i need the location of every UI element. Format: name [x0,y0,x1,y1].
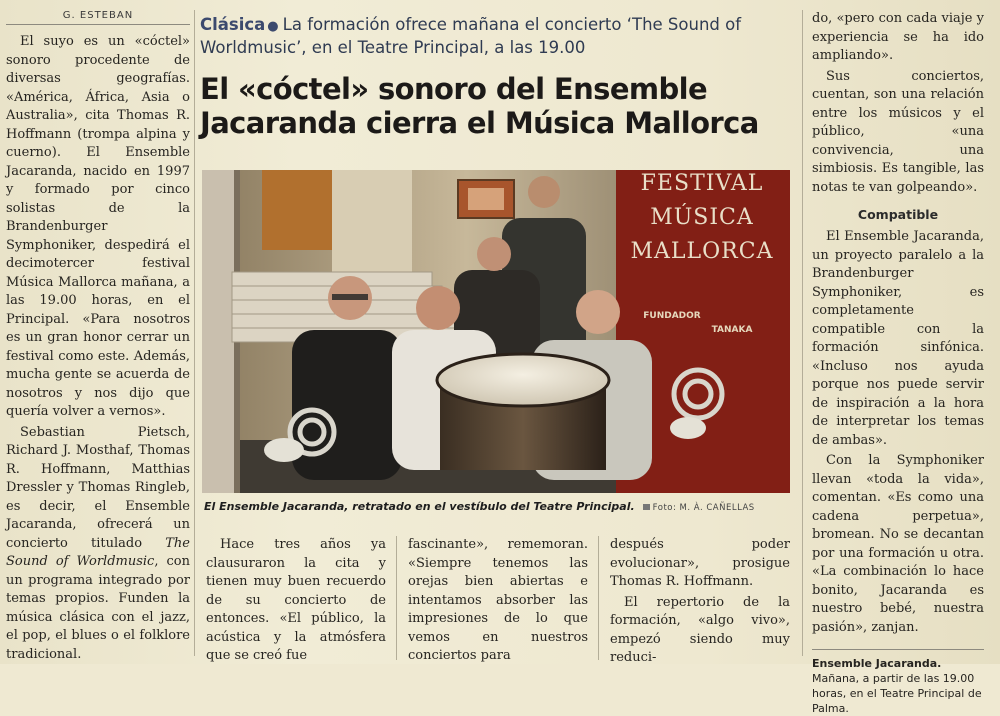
headline-line: Jacaranda cierra el Música Mallorca [200,106,759,140]
photo-credit: Foto: M. À. CAÑELLAS [652,503,755,513]
paragraph-text: Sebastian Pietsch, Richard J. Mosthaf, Thomas R. Hoffmann, Matthias Dressler y Thomas Ringleb, es decir, el Ensemble Jacaranda, ofrecerá un concierto titulado [6,424,190,551]
article-photo [202,170,790,493]
camera-icon [643,504,650,510]
caption-text: El Ensemble Jacaranda, retratado en el vestíbulo del Teatre Principal. [204,500,635,513]
kicker-text: La formación ofrece mañana el concierto ‘The Sound of Worldmusic’, en el Teatre Principal, a las 19.00 [200,15,742,57]
infobox-title: Ensemble Jacaranda. [812,657,942,670]
kicker [200,14,796,58]
bullet-icon: ● [267,19,279,34]
banner-text: MALLORCA [630,239,774,264]
right-column [812,10,984,716]
paragraph: El repertorio de la formación, «algo vivo», empezó siendo muy reduci- [610,594,790,665]
event-infobox [812,649,984,716]
banner-text: MÚSICA [650,205,754,230]
photo-illustration [202,170,790,493]
banner-small-text: FUNDADOR [643,311,701,321]
paragraph: Con la Symphoniker llevan «toda la vida», comentan. «Es como una cadena perpetua», bromean. No se decantan por una formación u otra. «La combinación lo hace bonito, Jacaranda es nuestro bebé, nuestra pasión», zanjan. [812,453,984,635]
paragraph: do, «pero con cada viaje y experiencia se ha ido ampliando». [812,11,984,63]
section-label: Clásica [200,15,266,34]
article-header [200,14,796,140]
left-column [6,10,190,664]
subheading: Compatible [857,207,939,222]
paragraph: El Ensemble Jacaranda, un proyecto paralelo a la Brandenburger Symphoniker, es completamente compatible con la formación sinfónica. «Incluso nos ayuda porque nos puede servir de inspiración a la hora de interpretar los temas de ambas». [812,229,984,448]
body-column [610,536,790,668]
banner-text: FESTIVAL [640,171,764,196]
column-rule [194,10,195,656]
byline: G. ESTEBAN [6,10,190,25]
body-column [408,536,588,666]
photo-caption [204,500,794,515]
column-rule [802,10,803,656]
headline-line: El «cóctel» sonoro del Ensemble [200,72,708,106]
column-rule [396,536,397,660]
paragraph: El suyo es un «cóctel» sonoro procedente de diversas geografías. «América, África, Asia o Australia», cita Thomas R. Hoffmann (trompa alpina y cuerno). El Ensemble Jacaranda, nacido en 1997 y formado por cinco solistas de la Brandenburger Symphoniker, despedirá el decimotercer festival Música Mallorca mañana, a las 19.00 horas, en el Principal. «Para nosotros es un gran honor cerrar un festival como este. Además, mucha gente se acuerda de nosotros y nos dijo que quería volver a vernos». [6,34,190,419]
banner-small-text: TANAKA [711,325,753,335]
infobox-text: Mañana, a partir de las 19.00 horas, en el Teatre Principal de Palma. [812,672,982,715]
paragraph: fascinante», rememoran. «Siempre tenemos las orejas bien abiertas e intentamos absorber las impresiones de lo que vemos en nuestros conciertos para [408,537,588,663]
column-rule [598,536,599,660]
paragraph [6,424,190,665]
paragraph: después poder evolucionar», prosigue Thomas R. Hoffmann. [610,537,790,589]
body-column [206,536,386,666]
paragraph-text: , con un programa integrado por temas propios. Funden la música clásica con el jazz, el pop, el blues o el folklore tradicional. [6,554,190,662]
paragraph: Hace tres años ya clausuraron la cita y tienen muy buen recuerdo de su concierto de entonces. «El público, la acústica y la atmósfera que se creó fue [206,537,386,663]
concert-title: The Sound of Worldmusic [6,535,190,569]
headline [200,72,796,140]
paragraph: Sus conciertos, cuentan, son una relación entre los músicos y el público, «una convivencia, una simbiosis. Es tangible, las notas te van golpeando». [812,68,984,195]
